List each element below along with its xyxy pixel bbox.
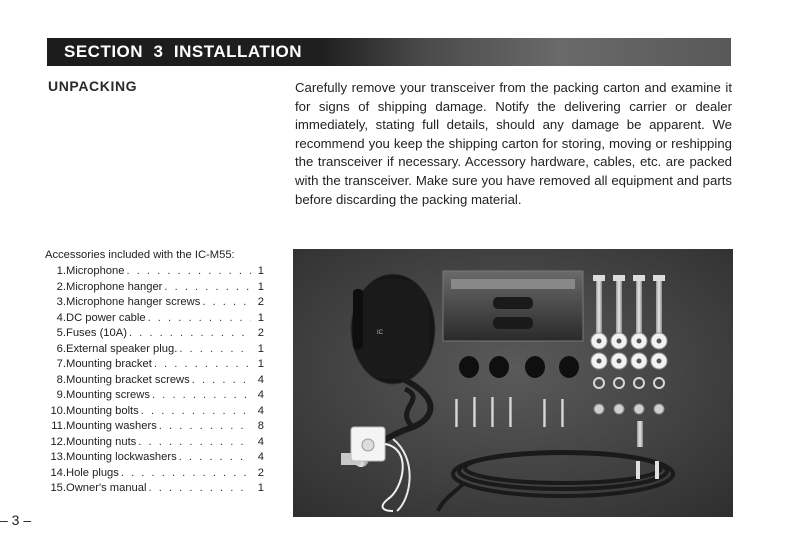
item-quantity: 4 (257, 373, 264, 386)
mic-label: IC (377, 330, 383, 336)
unpacking-paragraph: Carefully remove your transceiver from the packing carton and examine it for signs of shipping damage. Notify the delivering carrier or dealer immediately, stating full details, should any damage be apparent. We recommend you keep the shipping carton for storing, moving or reshipping the transceiver if necessary. Accessory hardware, cables, etc. are packed with the transceiver. Make sure you have removed all equipment and parts before discarding the packing material. (295, 80, 732, 207)
page-number: – 3 – (0, 512, 32, 528)
list-item (38, 295, 264, 311)
item-number: 3. (56, 296, 66, 308)
item-name: Mounting screws (66, 389, 150, 401)
item-quantity: 1 (257, 280, 264, 293)
item-name: Mounting bolts (66, 404, 139, 417)
list-item (38, 435, 264, 451)
item-name: DC power cable (66, 311, 146, 324)
list-item (38, 388, 264, 404)
speaker-plug-illustration (637, 421, 643, 447)
item-name: Microphone hanger (66, 280, 163, 293)
item-quantity: 1 (257, 311, 264, 324)
item-number: 8. (56, 373, 66, 386)
list-item (38, 450, 264, 466)
leader-dots (138, 435, 251, 451)
leader-dots (164, 280, 251, 296)
leader-dots (159, 419, 251, 435)
leader-dots (148, 311, 251, 327)
list-item (38, 357, 264, 373)
item-quantity: 4 (257, 404, 264, 417)
leader-dots (126, 264, 251, 280)
item-number: 5. (56, 327, 66, 339)
item-quantity: 8 (257, 420, 264, 432)
item-number: 10. (50, 404, 66, 417)
item-name: Microphone hanger screws (66, 296, 201, 308)
item-name: Mounting washers (66, 420, 157, 432)
item-name: Mounting nuts (66, 435, 137, 448)
unpacking-heading: UNPACKING (48, 78, 138, 94)
item-number: 9. (56, 389, 66, 401)
leader-dots (154, 357, 251, 373)
bracket-illustration (443, 271, 583, 341)
list-item (38, 466, 264, 482)
list-item (38, 373, 264, 389)
item-quantity: 4 (257, 451, 264, 463)
item-quantity: 1 (257, 265, 264, 277)
item-name: Microphone (66, 265, 125, 277)
item-name: Hole plugs (66, 466, 119, 479)
item-number: 11. (51, 420, 66, 432)
item-name: Mounting bracket screws (66, 373, 190, 386)
item-number: 1. (56, 265, 66, 277)
leader-dots (202, 295, 251, 311)
accessories-list (38, 264, 264, 497)
leader-dots (129, 326, 251, 342)
leader-dots (141, 404, 251, 420)
item-number: 4. (56, 311, 66, 324)
leader-dots (152, 388, 251, 404)
item-quantity: 1 (257, 358, 264, 370)
leader-dots (148, 481, 251, 497)
item-name: Mounting bracket (66, 358, 152, 370)
list-item (38, 264, 264, 280)
item-name: External speaker plug. (66, 342, 178, 355)
item-quantity: 2 (257, 466, 264, 479)
leader-dots (192, 373, 251, 389)
list-item (38, 404, 264, 420)
item-name: Fuses (10A) (66, 327, 127, 339)
item-name: Mounting lockwashers (66, 451, 177, 463)
leader-dots (179, 450, 251, 466)
item-quantity: 4 (257, 389, 264, 401)
section-title: SECTION 3 INSTALLATION (64, 42, 303, 61)
item-number: 6. (56, 342, 66, 355)
leader-dots (179, 342, 251, 358)
list-item (38, 342, 264, 358)
item-quantity: 2 (257, 296, 264, 308)
list-item (38, 280, 264, 296)
list-item (38, 311, 264, 327)
item-quantity: 1 (257, 342, 264, 355)
item-number: 12. (50, 435, 66, 448)
item-quantity: 4 (257, 435, 264, 448)
accessories-heading: Accessories included with the IC-M55: (45, 249, 235, 261)
item-quantity: 1 (257, 482, 264, 494)
accessories-photo (293, 249, 733, 517)
list-item (38, 326, 264, 342)
item-quantity: 2 (257, 327, 264, 339)
list-item (38, 481, 264, 497)
item-number: 2. (56, 280, 66, 293)
item-number: 15. (50, 482, 66, 494)
item-number: 13. (50, 451, 66, 463)
item-name: Owner's manual (66, 482, 147, 494)
leader-dots (121, 466, 251, 482)
item-number: 7. (56, 358, 66, 370)
item-number: 14. (50, 466, 66, 479)
list-item (38, 419, 264, 435)
